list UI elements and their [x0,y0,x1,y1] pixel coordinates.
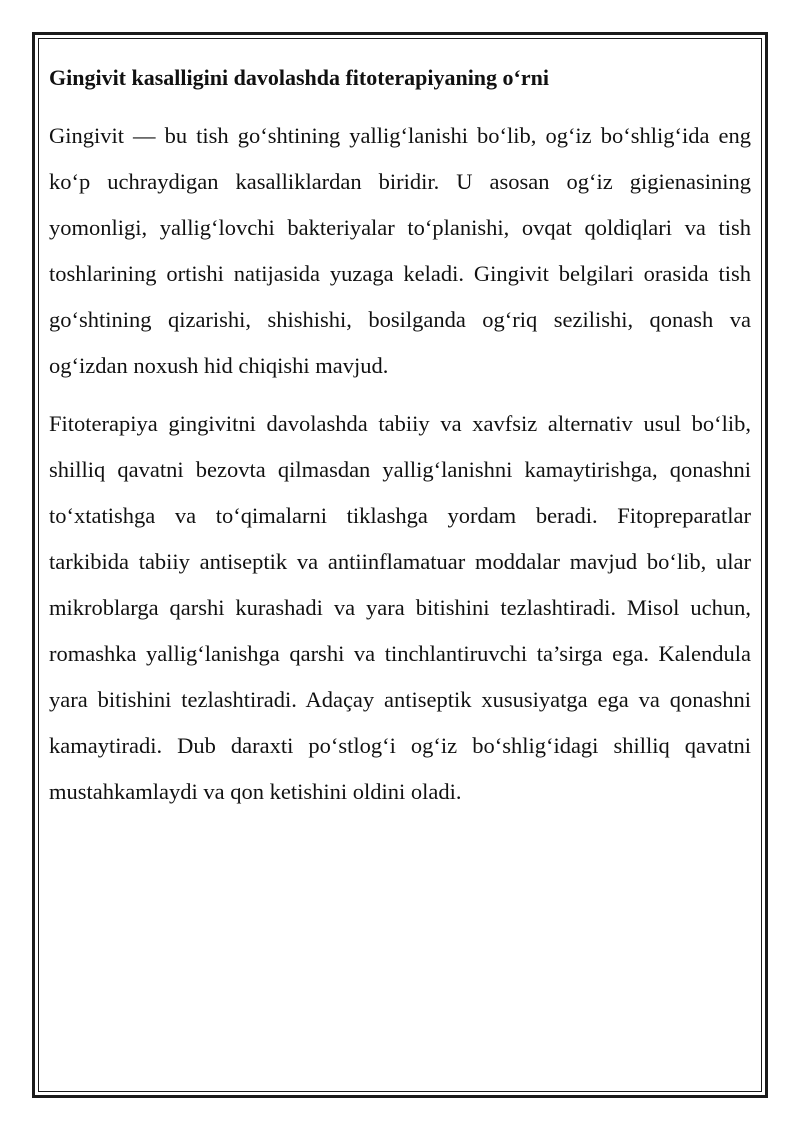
page-content [38,38,762,1092]
paragraph-phytotherapy: Fitoterapiya gingivitni davolashda tabiiy va xavfsiz alternativ usul bo‘lib, shilliq qavatni bezovta qilmasdan yallig‘lanishni kamaytirishga, qonashni to‘xtatishga va to‘qimalarni tiklashga yordam beradi. Fitopreparatlar tarkibida tabiiy antiseptik va antiinflamatuar moddalar mavjud bo‘lib, ular mikroblarga qarshi kurashadi va yara bitishini tezlashtiradi. Misol uchun, romashka yallig‘lanishga qarshi va tinchlantiruvchi ta’sirga ega. Kalendula yara bitishini tezlashtiradi. Adaçay antiseptik xususiyatga ega va qonashni kamaytiradi. Dub daraxti po‘stlog‘i og‘iz bo‘shlig‘idagi shilliq qavatni mustahkamlaydi va qon ketishini oldini oladi. [49,411,751,804]
document-title: Gingivit kasalligini davolashda fitoterapiyaning o‘rni [49,65,549,90]
page-border [32,32,768,1098]
paragraph-intro: Gingivit — bu tish go‘shtining yallig‘lanishi bo‘lib, og‘iz bo‘shlig‘ida eng ko‘p uchraydigan kasalliklardan biridir. U asosan og‘iz gigienasining yomonligi, yallig‘lovchi bakteriyalar to‘planishi, ovqat qoldiqlari va tish toshlarining ortishi natijasida yuzaga keladi. Gingivit belgilari orasida tish go‘shtining qizarishi, shishishi, bosilganda og‘riq sezilishi, qonash va og‘izdan noxush hid chiqishi mavjud. [49,123,751,378]
